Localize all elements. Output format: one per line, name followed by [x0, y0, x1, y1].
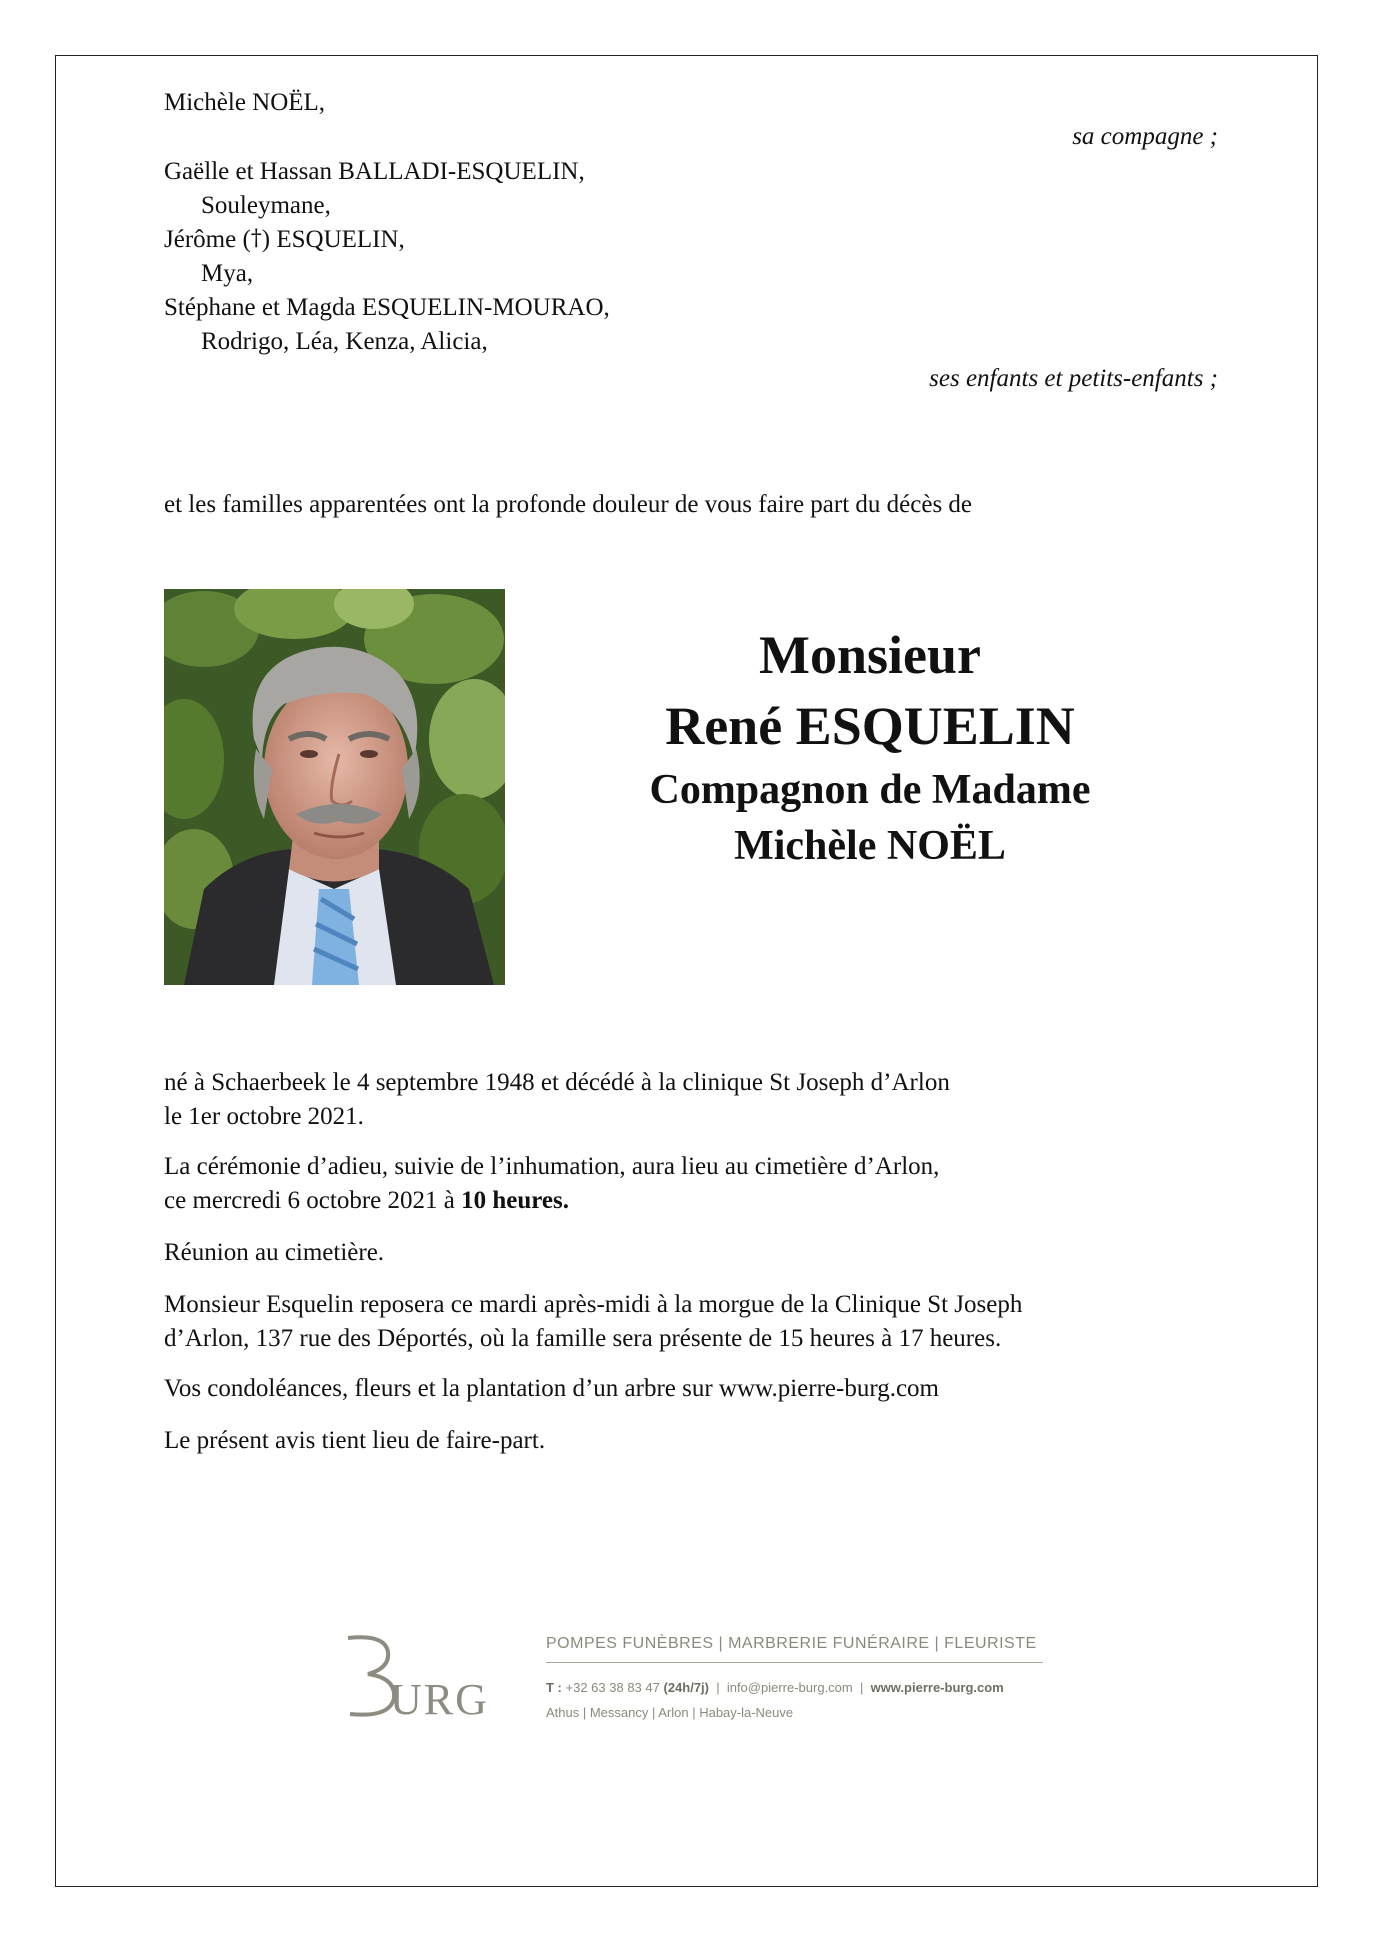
deceased-title: Monsieur — [759, 625, 981, 685]
deceased-photo — [164, 589, 505, 985]
cross-icon: † — [250, 226, 262, 251]
footer-services: POMPES FUNÈBRES | MARBRERIE FUNÉRAIRE | FLEURISTE — [546, 1635, 1037, 1652]
deceased-relation-2: Michèle NOËL — [734, 823, 1006, 869]
family-line-children-2: Jérôme (†) ESQUELIN, — [164, 226, 405, 253]
notice-paragraph: Le présent avis tient lieu de faire-part. — [164, 1427, 546, 1454]
footer-places: Athus | Messancy | Arlon | Habay-la-Neuve — [546, 1705, 794, 1720]
condolences-paragraph: Vos condoléances, fleurs et la plantation d’un arbre sur www.pierre-burg.com — [164, 1375, 939, 1402]
announcement-text: et les familles apparentées ont la profonde douleur de vous faire part du décès de — [164, 491, 973, 518]
svg-text:URG: URG — [390, 1675, 489, 1720]
family-role-children: ses enfants et petits-enfants ; — [929, 365, 1218, 392]
family-line-grandchild-2: Mya, — [201, 260, 254, 287]
footer-email[interactable]: info@pierre-burg.com — [726, 1680, 853, 1695]
family-line-children-3: Stéphane et Magda ESQUELIN-MOURAO, — [164, 294, 610, 321]
burg-logo — [330, 1630, 510, 1720]
birth-death-paragraph: né à Schaerbeek le 4 septembre 1948 et décédé à la clinique St Joseph d’Arlon le 1er octobre 2021. — [164, 1069, 950, 1130]
deceased-relation-1: Compagnon de Madame — [649, 767, 1091, 813]
family-role-companion: sa compagne ; — [1072, 123, 1218, 150]
deceased-name: René ESQUELIN — [665, 696, 1075, 756]
family-line-companion: Michèle NOËL, — [164, 89, 326, 116]
meeting-paragraph: Réunion au cimetière. — [164, 1239, 385, 1266]
family-line-grandchild-1: Souleymane, — [201, 192, 331, 219]
family-line-children-1: Gaëlle et Hassan BALLADI-ESQUELIN, — [164, 158, 585, 185]
ceremony-time: 10 heures. — [461, 1187, 569, 1214]
viewing-paragraph: Monsieur Esquelin reposera ce mardi après-midi à la morgue de la Clinique St Joseph d’Arlon, 137 rue des Déportés, où la famille sera présente de 15 heures à 17 heures. — [164, 1291, 1023, 1352]
footer-contact: T : +32 63 38 83 47 (24h/7j) | info@pierre-burg.com | www.pierre-burg.com — [546, 1680, 1004, 1695]
footer-phone[interactable]: +32 63 38 83 47 — [565, 1680, 660, 1695]
ceremony-paragraph: La cérémonie d’adieu, suivie de l’inhumation, aura lieu au cimetière d’Arlon, ce mercredi 6 octobre 2021 à 10 heures. — [164, 1153, 940, 1214]
footer-website[interactable]: www.pierre-burg.com — [870, 1680, 1004, 1695]
deceased-name-block — [560, 620, 1180, 874]
footer-divider — [546, 1662, 1043, 1663]
family-line-grandchildren-3: Rodrigo, Léa, Kenza, Alicia, — [201, 328, 488, 355]
